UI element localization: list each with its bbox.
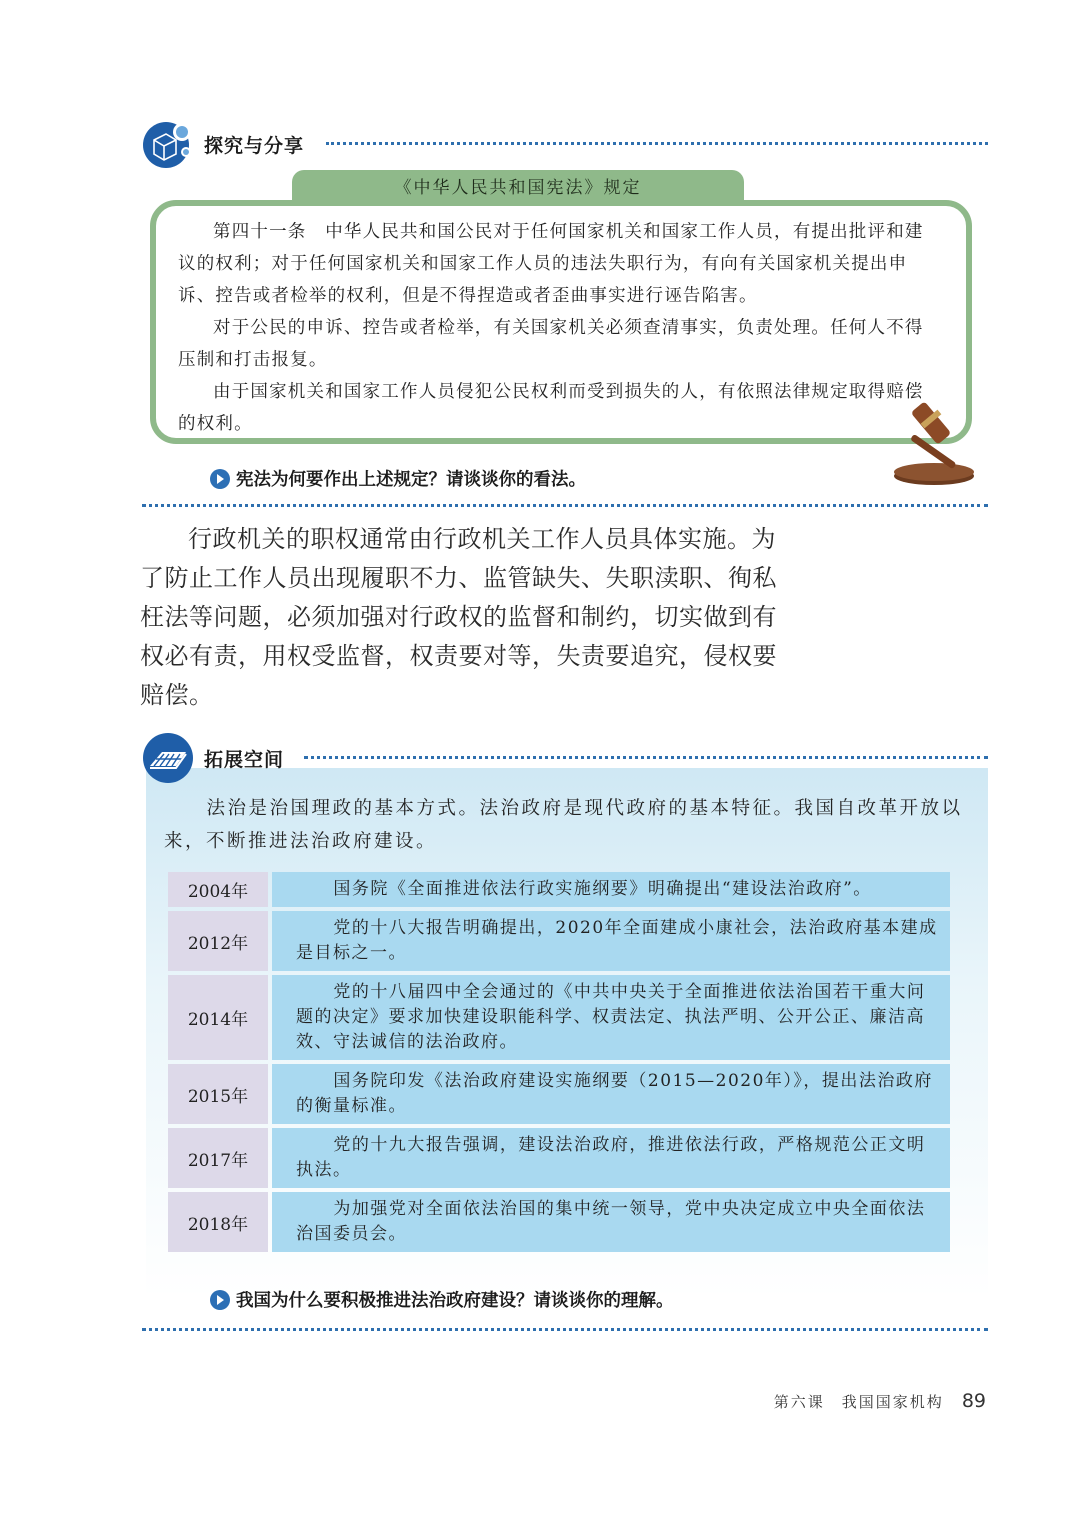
- timeline-table: [168, 872, 950, 1256]
- timeline-text: 党的十八届四中全会通过的《中共中央关于全面推进依法治国若干重大问题的决定》要求加快建设职能科学、权责法定、执法严明、公开公正、廉洁高效、守法诚信的法治政府。: [272, 975, 950, 1060]
- timeline-year: 2017年: [168, 1128, 268, 1188]
- intro-paragraph: 法治是治国理政的基本方式。法治政府是现代政府的基本特征。我国自改革开放以来，不断推进法治政府建设。: [164, 798, 963, 852]
- timeline-text: 国务院《全面推进依法行政实施纲要》明确提出“建设法治政府”。: [272, 872, 950, 907]
- timeline-row: [168, 975, 950, 1060]
- divider: [142, 504, 988, 507]
- box-tab-title: 《中华人民共和国宪法》规定: [292, 170, 744, 206]
- divider: [326, 142, 988, 145]
- page-footer: [774, 1390, 986, 1412]
- question-text: 宪法为何要作出上述规定？请谈谈你的看法。: [236, 470, 586, 490]
- timeline-text: 国务院印发《法治政府建设实施纲要（2015—2020年）》，提出法治政府的衡量标准。: [272, 1064, 950, 1124]
- constitution-box: [150, 200, 972, 444]
- timeline-year: 2014年: [168, 975, 268, 1060]
- explore-share-icon: [142, 118, 194, 170]
- lesson-title: 第六课 我国国家机构: [773, 1393, 944, 1411]
- arrow-bullet-icon: [210, 469, 230, 489]
- section-header-extension: [142, 732, 284, 784]
- timeline-row: [168, 1128, 950, 1188]
- timeline-year: 2012年: [168, 911, 268, 971]
- article-paragraph: 对于公民的申诉、控告或者检举，有关国家机关必须查清事实，负责处理。任何人不得压制和打击报复。: [178, 318, 924, 370]
- section-header-explore: [142, 118, 304, 170]
- arrow-bullet-icon: [210, 1290, 230, 1310]
- section-title: 拓展空间: [204, 748, 285, 771]
- question-text: 我国为什么要积极推进法治政府建设？请谈谈你的理解。: [236, 1291, 674, 1311]
- timeline-year: 2018年: [168, 1192, 268, 1252]
- timeline-text: 党的十九大报告强调，建设法治政府，推进依法行政，严格规范公正文明执法。: [272, 1128, 950, 1188]
- timeline-row: [168, 1192, 950, 1252]
- timeline-text: 为加强党对全面依法治国的集中统一领导，党中央决定成立中央全面依法治国委员会。: [272, 1192, 950, 1252]
- timeline-row: [168, 911, 950, 971]
- timeline-year: 2015年: [168, 1064, 268, 1124]
- timeline-row: [168, 872, 950, 907]
- article-paragraph: 由于国家机关和国家工作人员侵犯公民权利而受到损失的人，有依照法律规定取得赔偿的权利。: [178, 382, 924, 434]
- extension-space-icon: [142, 732, 194, 784]
- article-paragraph: 第四十一条 中华人民共和国公民对于任何国家机关和国家工作人员，有提出批评和建议的权利；对于任何国家机关和国家工作人员的违法失职行为，有向有关国家机关提出申诉、控告或者检举的权利，但是不得捏造或者歪曲事实进行诬告陷害。: [178, 222, 924, 306]
- page-number: 89: [961, 1390, 986, 1412]
- gavel-icon: [882, 392, 982, 488]
- section-title: 探究与分享: [204, 134, 305, 157]
- timeline-row: [168, 1064, 950, 1124]
- main-body: [140, 520, 780, 715]
- divider: [142, 1328, 988, 1331]
- question-2: [210, 1287, 674, 1312]
- question-1: [210, 466, 586, 491]
- timeline-text: 党的十八大报告明确提出，2020年全面建成小康社会，法治政府基本建成是目标之一。: [272, 911, 950, 971]
- timeline-year: 2004年: [168, 872, 268, 907]
- divider: [304, 756, 988, 759]
- main-paragraph: 行政机关的职权通常由行政机关工作人员具体实施。为了防止工作人员出现履职不力、监管缺失、失职渎职、徇私枉法等问题，必须加强对行政权的监督和制约，切实做到有权必有责，用权受监督，权责要对等，失责要追究，侵权要赔偿。: [140, 525, 777, 709]
- extension-intro: [164, 792, 968, 858]
